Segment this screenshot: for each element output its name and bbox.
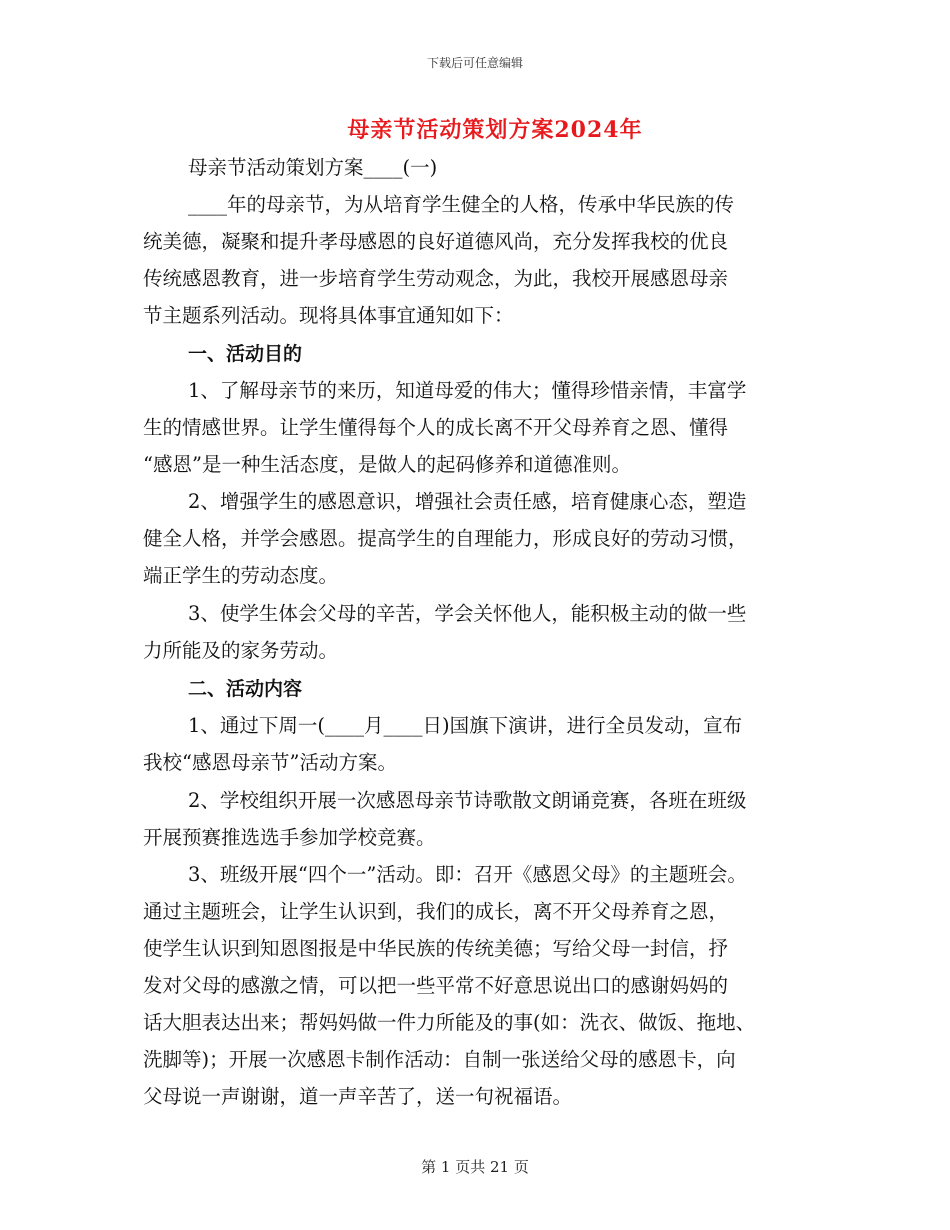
paragraph-line: 3、使学生体会父母的辛苦，学会关怀他人，能积极主动的做一些	[188, 602, 747, 625]
paragraph-line: 生的情感世界。让学生懂得每个人的成长离不开父母养育之恩、懂得	[143, 416, 729, 439]
paragraph-line: 健全人格，并学会感恩。提高学生的自理能力，形成良好的劳动习惯，	[143, 527, 748, 550]
paragraph-line: 父母说一声谢谢，道一声辛苦了，送一句祝福语。	[143, 1085, 573, 1108]
section-heading: 一、活动目的	[188, 343, 303, 365]
paragraph-line: 使学生认识到知恩图报是中华民族的传统美德；写给父母一封信，抒	[143, 937, 729, 960]
paragraph-line: 洗脚等)；开展一次感恩卡制作活动：自制一张送给父母的感恩卡，向	[143, 1048, 736, 1071]
intro-line: ____年的母亲节，为从培育学生健全的人格，传承中华民族的传	[188, 193, 735, 216]
paragraph-line: 1、通过下周一(____月____日)国旗下演讲，进行全员发动，宣布	[188, 714, 743, 737]
paragraph-line: 2、学校组织开展一次感恩母亲节诗歌散文朗诵竞赛，各班在班级	[188, 789, 747, 812]
paragraph-line: 2、增强学生的感恩意识，增强社会责任感，培育健康心态，塑造	[188, 490, 747, 513]
paragraph-line: “感恩”是一种生活态度，是做人的起码修养和道德准则。	[143, 453, 631, 476]
paragraph-line: 端正学生的劳动态度。	[143, 564, 339, 587]
document-title: 母亲节活动策划方案2024年	[347, 117, 643, 143]
header-note: 下载后可任意编辑	[426, 56, 523, 70]
paragraph-line: 3、班级开展“四个一”活动。即：召开《感恩父母》的主题班会。	[188, 863, 747, 886]
intro-line: 统美德，凝聚和提升孝母感恩的良好道德风尚，充分发挥我校的优良	[143, 230, 729, 253]
page-footer: 第 1 页共 21 页	[421, 1158, 529, 1176]
intro-line: 传统感恩教育，进一步培育学生劳动观念，为此，我校开展感恩母亲	[143, 267, 729, 290]
paragraph-line: 我校“感恩母亲节”活动方案。	[143, 751, 397, 774]
paragraph-line: 发对父母的感激之情，可以把一些平常不好意思说出口的感谢妈妈的	[143, 974, 729, 997]
paragraph-line: 开展预赛推选选手参加学校竞赛。	[143, 826, 436, 849]
paragraph-line: 力所能及的家务劳动。	[143, 639, 339, 662]
paragraph-line: 话大胆表达出来；帮妈妈做一件力所能及的事(如：洗衣、做饭、拖地、	[143, 1011, 756, 1034]
section-heading: 二、活动内容	[188, 678, 303, 700]
intro-line: 节主题系列活动。现将具体事宜通知如下：	[143, 304, 514, 327]
document-subtitle: 母亲节活动策划方案____(一)	[188, 156, 438, 179]
paragraph-line: 通过主题班会，让学生认识到，我们的成长，离不开父母养育之恩，	[143, 900, 729, 923]
paragraph-line: 1、了解母亲节的来历，知道母爱的伟大；懂得珍惜亲情，丰富学	[188, 379, 747, 402]
